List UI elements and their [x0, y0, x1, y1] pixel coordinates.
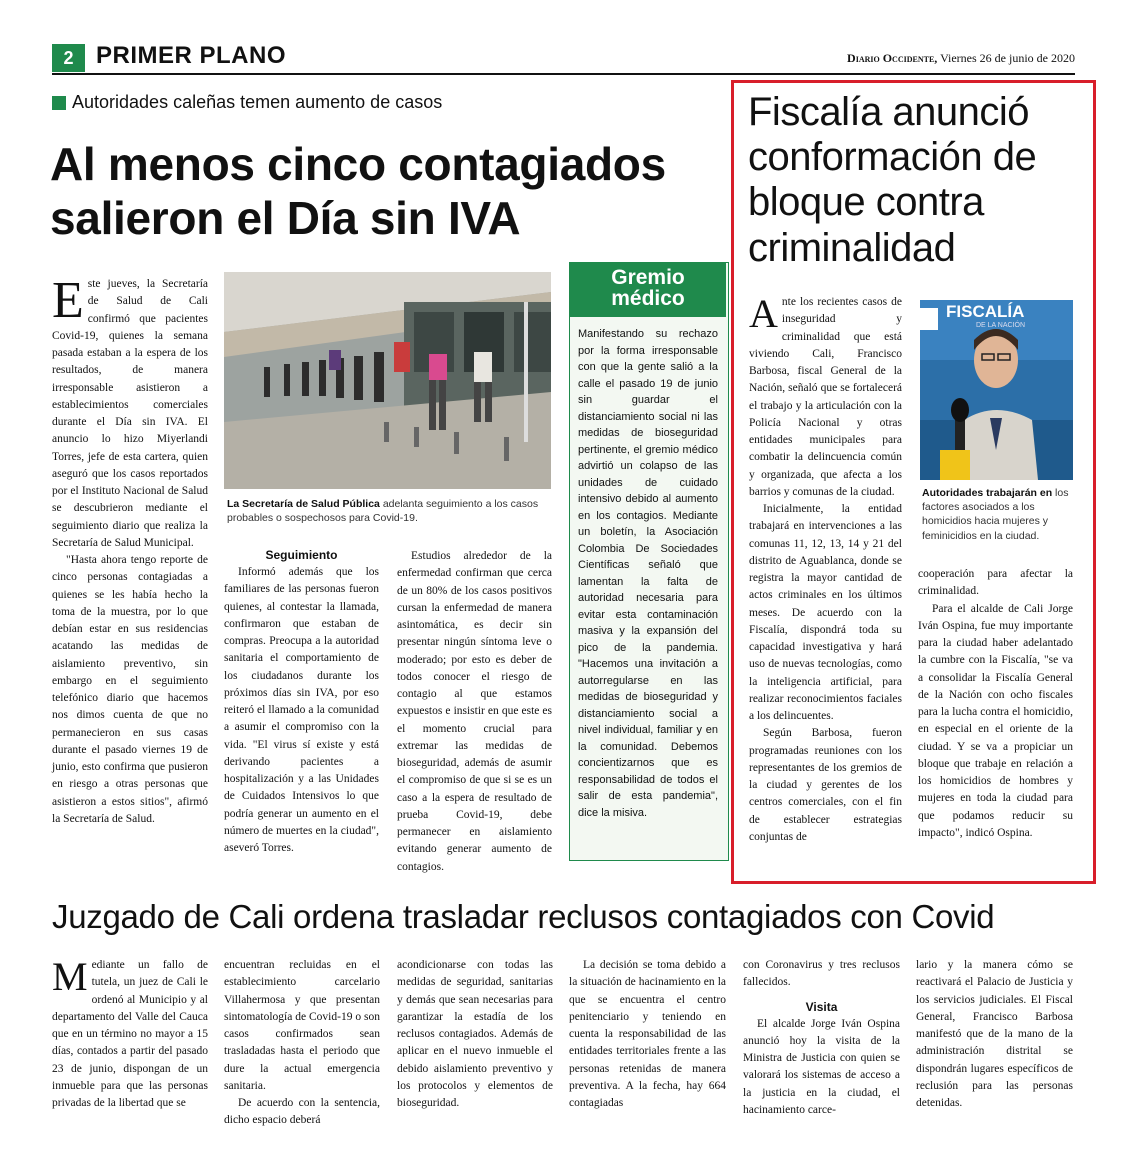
story1-paragraph	[52, 272, 208, 552]
story2-column-2	[918, 566, 1073, 842]
sidebar-text: Manifestando su rechazo por la forma irresponsable con que la gente salió a la calle el pasado 19 de junio sin guardar el distanciamiento social ni las medidas de bioseguridad pertinente, el gremio médico advirtió un colapso de las unidades de cuidado intensivo debido al aumento en los contagios. Mediante un boletín, la Asociación Colombia De Sociedades Científicas señaló que lamentan la falta de autoridad necesaria para evitar esta contaminación masiva y la expansión del pico de la pandemia. "Hacemos una invitación a autorregularse en las medidas de bioseguridad y distanciamiento social a nivel individual, familiar y en la comunidad. Debemos concientizarnos que es responsabilidad de todos el salir de esta pandemia", dice la misiva.	[578, 328, 718, 819]
story2-paragraph: Inicialmente, la entidad trabajará en intervenciones a las comunas 11, 12, 13, 14 y 21 del distrito de Aguablanca, donde se registra la mayor cantidad de actos criminales en los últimos meses. De acuerdo con la Fiscalía, dispondrá toda su capacidad investigativa y hará uso de nuevas tecnologías, como la inteligencia artificial, para realizar reconocimientos faciales a los delincuentes.	[749, 503, 902, 722]
story3-column-6	[916, 957, 1073, 1112]
story3-paragraph: lario y la manera cómo se reactivará el Palacio de Justicia y los servicios judiciales. El Fiscal General, Francisco Barbosa manifestó que de la mano de la administración distrital se dispondrán lugares específicos de reclusión para las personas detenidas.	[916, 959, 1073, 1109]
kicker-square-icon	[52, 96, 66, 110]
story3-paragraph: encuentran recluidas en el establecimiento carcelario Villahermosa y que presentan sintomatología de Covid-19 o son casos confirmados sean trasladadas hasta el periodo que dure la actual emergencia sanitaria.	[224, 959, 380, 1092]
shoppers-queue-photo	[224, 272, 551, 489]
story2-column-1	[749, 291, 902, 846]
story-kicker	[52, 92, 442, 113]
sidebar-title-line: médico	[611, 286, 685, 310]
story1-column-2	[224, 548, 379, 857]
subhead: Visita	[805, 999, 838, 1014]
paragraph-text: ste jueves, la Secretaría de Salud de Cali confirmó que pacientes Covid-19, quienes la semana pasada estaban a la espera de los resultados, de manera irresponsable asistieron a establecimientos comerciales durante el Día sin IVA. El anuncio lo hizo Miyerlandi Torres, jefe de esta cartera, quien aseguró que los casos reportados por el Instituto Nacional de Salud se descubrieron mediante el seguimiento diario que realiza la Secretaría de Salud Municipal.	[52, 278, 208, 549]
main-headline: Al menos cinco contagiados salieron el Día sin IVA	[50, 138, 666, 244]
story1-column-1	[52, 272, 208, 828]
story2-paragraph: Según Barbosa, fueron programadas reuniones con los representantes de los gremios de la ciudad y gerentes de los centros comerciales, con el fin de establecer estrategias conjuntas de	[749, 727, 902, 843]
caption-lead: Autoridades trabajarán en	[922, 487, 1053, 499]
paragraph-text: ediante un fallo de tutela, un juez de Cali le ordenó al Municipio y al departamento del Valle del Cauca que en un término no mayor a 15 días, contados a partir del pasado 23 de junio, dispongan de un inmueble para que las personas privadas de la libertad que se	[52, 959, 208, 1109]
story2-paragraph: Para el alcalde de Cali Jorge Iván Ospina, fue muy importante para la ciudad haber adelantado la cumbre con la Fiscalía, "se va a consolidar la Fiscalía General de la Nación con ocho fiscales para la lucha contra el homicidio, en especial en el oriente de la ciudad. Y se va a propiciar un bloque que trabaje en relación a los homicidios de hombres y mujeres en toda la ciudad para que podamos reducir su impacto", indicó Ospina.	[918, 602, 1073, 839]
story3-paragraph: con Coronavirus y tres reclusos fallecidos.	[743, 959, 900, 989]
story3-column-4	[569, 957, 726, 1112]
story2-paragraph: cooperación para afectar la criminalidad.	[918, 568, 1073, 598]
story3-paragraph: acondicionarse con todas las medidas de seguridad, sanitarias y demás que sean necesarias para garantizar la estadía de los reclusos contagiados. Además de aplicar en el nuevo inmueble el debido aislamiento preventivo y los protocolos y elementos de bioseguridad.	[397, 959, 553, 1109]
fiscal-portrait-photo	[920, 300, 1073, 480]
story3-column-2	[224, 957, 380, 1130]
dropcap: A	[749, 291, 778, 336]
header-rule	[52, 73, 1075, 75]
section-title: PRIMER PLANO	[96, 42, 287, 69]
paragraph-text: nte los recientes casos de inseguridad y criminalidad que está viviendo Cali, Francisco Barbosa, fiscal General de la Nación, señaló que se fortalecerá el trabajo y la articulación con la Policía Nacional y otras entidades municipales para combatir la delincuencia común y organizada, que afecta a los barrios y comunas de la ciudad.	[749, 296, 902, 498]
subhead: Seguimiento	[265, 548, 338, 562]
sidebar-title-line: Gremio	[611, 266, 685, 289]
story3-column-1	[52, 954, 208, 1112]
paper-name: Diario Occidente,	[847, 51, 938, 65]
story3-paragraph: El alcalde Jorge Iván Ospina anunció hoy la visita de la Ministra de Justicia con quien se valorará los sistemas de acceso a la justicia en la ciudad, el hacinamiento carce-	[743, 1017, 900, 1116]
story3-paragraph: De acuerdo con la sentencia, dicho espacio deberá	[224, 1097, 380, 1127]
caption-text: los factores asociados a los homicidios hacia mujeres y feminicidios en la ciudad.	[922, 487, 1069, 542]
issue-date: Viernes 26 de junio de 2020	[940, 51, 1075, 65]
story3-paragraph: La decisión se toma debido a la situación de hacinamiento en la que se encuentra el centro penitenciario y teniendo en cuenta la responsabilidad de las entidades territoriales frente a las personas retenidas de manera preventiva. A la fecha, hay 664 contagiadas	[569, 959, 726, 1109]
juzgado-headline: Juzgado de Cali ordena trasladar reclusos contagiados con Covid	[52, 898, 995, 935]
story3-paragraph	[52, 954, 208, 1112]
story3-column-3	[397, 957, 553, 1112]
masthead	[847, 51, 1075, 66]
dropcap: E	[52, 272, 84, 329]
story1-column-3	[397, 548, 552, 876]
story3-column-5	[743, 957, 900, 1119]
story2-paragraph	[749, 291, 902, 501]
sidebar-title	[570, 263, 726, 317]
story1-paragraph: Estudios alrededor de la enfermedad confirman que cerca de un 80% de los casos positivos cursan la enfermedad de manera asintomática, es decir sin presentar ningún síntoma leve o moderado; por esto es deber de todos conocer el riesgo de contagio al que estamos expuestos e insistir en que este es el momento crucial para extremar las medidas de bioseguridad, además de asumir el compromiso de que si se es un caso a la espera de resultado de prueba Covid-19, debe permanecer en aislamiento evitando generar aumento de contagios.	[397, 550, 552, 873]
story1-paragraph: "Hasta ahora tengo reporte de cinco personas contagiadas a quienes se les había hecho la toma de la muestra, por lo que debían estar en sus residencias acatando las medidas de aislamiento preventivo, sin embargo en el seguimiento telefónico diario que hacemos nos dimos cuenta de que no permanecieron en sus casas durante el pasado viernes 19 de junio, esto confirma que pusieron en riesgo a otras personas que asistieron a estos sitios", afirmó la Secretaría de Salud.	[52, 554, 208, 825]
page-number: 2	[52, 44, 85, 72]
caption-lead: La Secretaría de Salud Pública	[227, 498, 380, 510]
fiscalia-headline: Fiscalía anunció conformación de bloque contra criminalidad	[748, 90, 1037, 270]
story1-paragraph: Informó además que los familiares de las personas fueron quienes, al contestar la llamada, confirmaron que estaban de compras. Preocupa a la autoridad sanitaria el comportamiento de los ciudadanos durante los próximos días sin IVA, por eso reiteró el llamado a la comunidad a asumir el compromiso con la vida. "El virus sí existe y está derivando pacientes a hospitalización y a las Unidades de Cuidados Intensivos lo que podría generar un aumento en el número de muertes en la ciudad", aseveró Torres.	[224, 566, 379, 854]
caption-text: adelanta seguimiento a los casos probables o sospechosos para Covid-19.	[227, 498, 539, 525]
kicker-text: Autoridades caleñas temen aumento de casos	[72, 92, 443, 112]
photo-sign-text: FISCALÍA	[946, 302, 1025, 321]
portrait-caption	[922, 486, 1074, 543]
photo-sign-subtext: DE LA NACIÓN	[976, 322, 1026, 329]
dropcap: M	[52, 954, 88, 999]
photo-caption	[227, 497, 552, 525]
